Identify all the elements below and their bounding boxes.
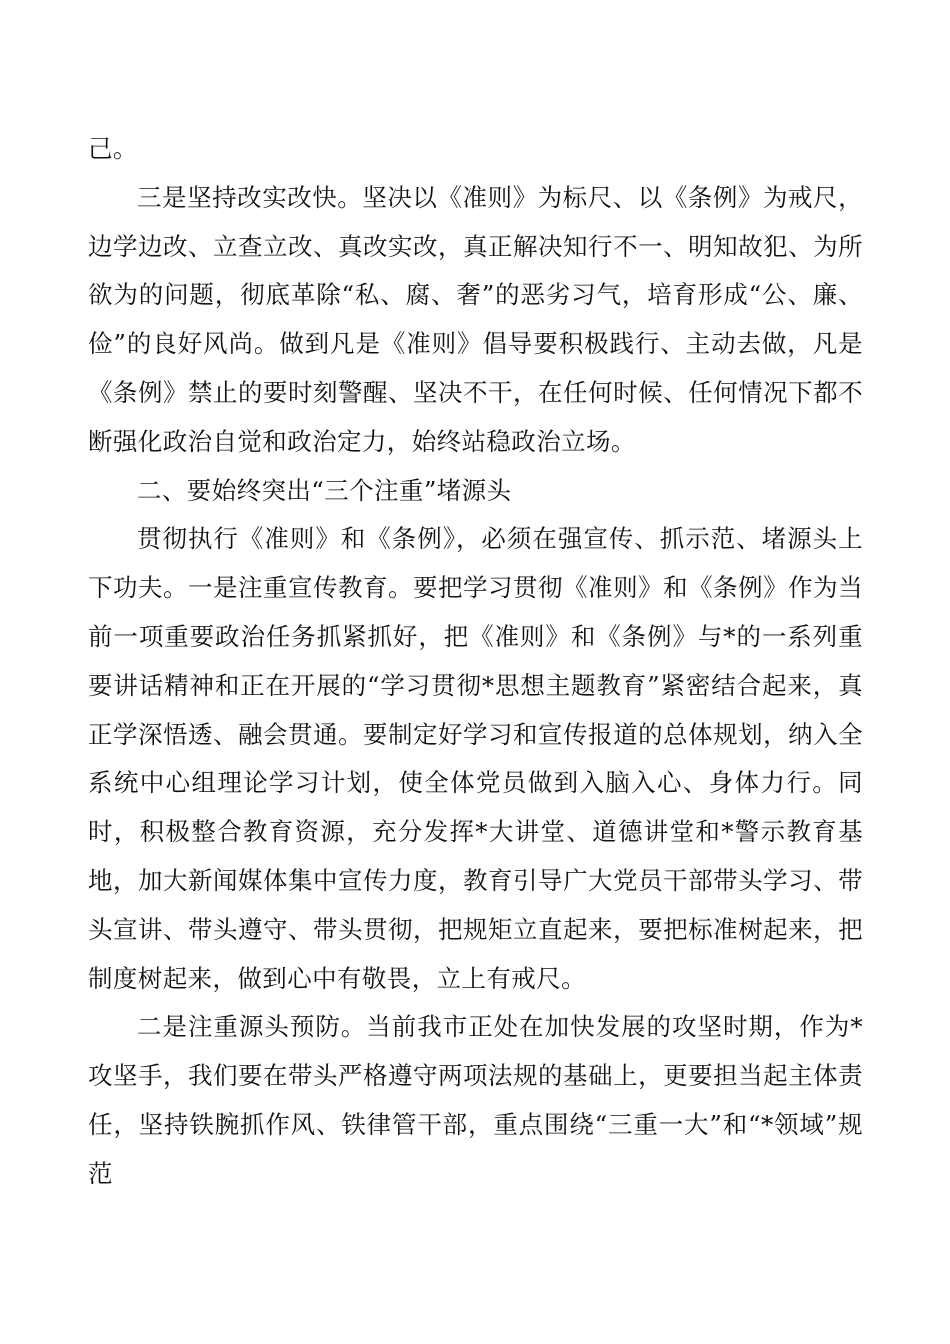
paragraph-point-three: 三是坚持改实改快。坚决以《准则》为标尺、以《条例》为戒尺，边学边改、立查立改、真改实改，真正解决知行不一、明知故犯、为所欲为的问题，彻底革除“私、腐、奢”的恶劣习气，培育形成“公、廉、俭”的良好风尚。做到凡是《准则》倡导要积极践行、主动去做，凡是《条例》禁止的要时刻警醒、坚决不干，在任何时候、任何情况下都不断强化政治自觉和政治定力，始终站稳政治立场。 <box>88 182 863 456</box>
paragraph-source-prevention: 二是注重源头预防。当前我市正处在加快发展的攻坚时期，作为*攻坚手，我们要在带头严格遵守两项法规的基础上，更要担当起主体责任，坚持铁腕抓作风、铁律管干部，重点围绕“三重一大”和“*领域”规范 <box>88 1012 863 1188</box>
paragraph-continuation: 己。 <box>88 134 138 163</box>
paragraph-publicity-education: 贯彻执行《准则》和《条例》，必须在强宣传、抓示范、堵源头上下功夫。一是注重宣传教育。要把学习贯彻《准则》和《条例》作为当前一项重要政治任务抓紧抓好，把《准则》和《条例》与*的一系列重要讲话精神和正在开展的“学习贯彻*思想主题教育”紧密结合起来，真正学深悟透、融会贯通。要制定好学习和宣传报道的总体规划，纳入全系统中心组理论学习计划，使全体党员做到入脑入心、身体力行。同时，积极整合教育资源，充分发挥*大讲堂、道德讲堂和*警示教育基地，加大新闻媒体集中宣传力度，教育引导广大党员干部带头学习、带头宣讲、带头遵守、带头贯彻，把规矩立直起来，要把标准树起来，把制度树起来，做到心中有敬畏，立上有戒尺。 <box>88 524 863 993</box>
document-body <box>88 125 863 1199</box>
section-heading-two: 二、要始终突出“三个注重”堵源头 <box>137 475 512 505</box>
